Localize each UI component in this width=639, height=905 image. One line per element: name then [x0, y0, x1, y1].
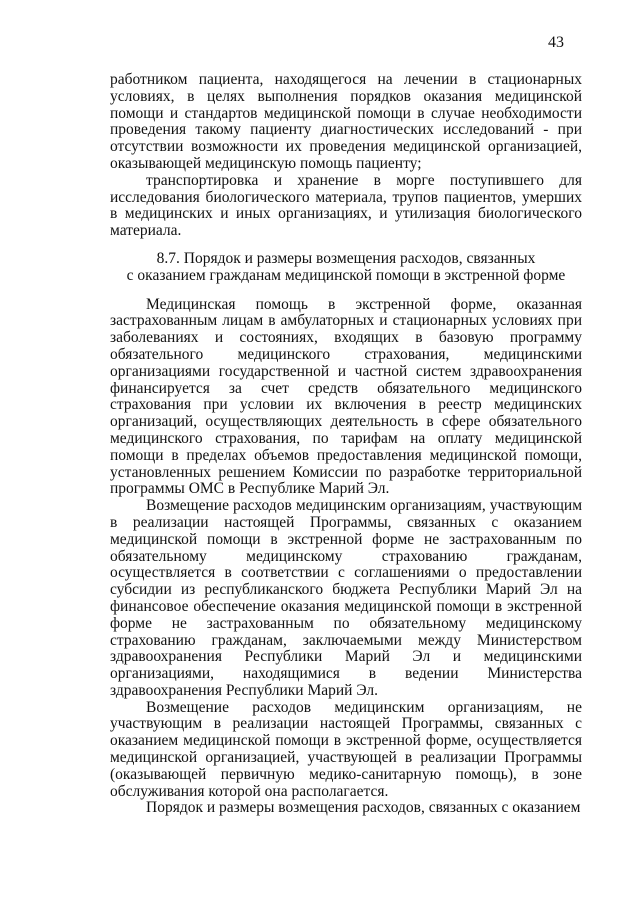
page-number: 43 — [548, 34, 564, 51]
paragraph-transport: транспортировка и хранение в морге поступившего для исследования биологического материала, трупов пациентов, умерших в медицинских и иных организациях, и утилизация биологического материала. — [110, 171, 582, 240]
paragraph-continuation: работником пациента, находящегося на лечении в стационарных условиях, в целях выполнения порядков оказания медицинской помощи и стандартов медицинской помощи в случае необходимости проведения такому пациенту диагностических исследований - при отсутствии возможности их проведения медицинской организацией, оказывающей медицинскую помощь пациенту; — [110, 71, 582, 172]
paragraph-reimbursement-nonparticipating: Возмещение расходов медицинским организациям, не участвующим в реализации настоящей Программы, связанных с оказанием медицинской помощи в экстренной форме, осуществляется медицинской организацией, участвующей в реализации Программы (оказывающей первичную медико-санитарную помощь), в зоне обслуживания которой она располагается. — [110, 698, 582, 800]
section-heading-line2: с оказанием гражданам медицинской помощи в экстренной форме — [126, 266, 566, 284]
section-heading-line1: 8.7. Порядок и размеры возмещения расходов, связанных — [156, 249, 536, 267]
section-heading — [110, 251, 582, 285]
document-body — [110, 72, 582, 817]
paragraph-reimbursement-participating: Возмещение расходов медицинским организациям, участвующим в реализации настоящей Программы, связанных с оказанием медицинской помощи в экстренной форме не застрахованным по обязательному медицинскому страхованию гражданам, осуществляется в соответствии с соглашениями о предоставлении субсидии из республиканского бюджета Республики Марий Эл на финансовое обеспечение оказания медицинской помощи в экстренной форме не застрахованным по обязательному медицинскому страхованию гражданам, заключаемыми между Министерством здравоохранения Республики Марий Эл и медицинскими организациями, находящимися в ведении Министерства здравоохранения Республики Марий Эл. — [110, 497, 582, 699]
paragraph-order: Порядок и размеры возмещения расходов, связанных с оказанием — [146, 799, 581, 817]
paragraph-emergency-care: Медицинская помощь в экстренной форме, оказанная застрахованным лицам в амбулаторных и стационарных условиях при заболеваниях и состояниях, входящих в базовую программу обязательного медицинского страхования, медицинскими организациями государственной и частной систем здравоохранения финансируется за счет средств обязательного медицинского страхования при условии их включения в реестр медицинских организаций, осуществляющих деятельность в сфере обязательного медицинского страхования, по тарифам на оплату медицинской помощи в пределах объемов предоставления медицинской помощи, установленных решением Комиссии по разработке территориальной программы ОМС в Республике Марий Эл. — [110, 295, 582, 498]
